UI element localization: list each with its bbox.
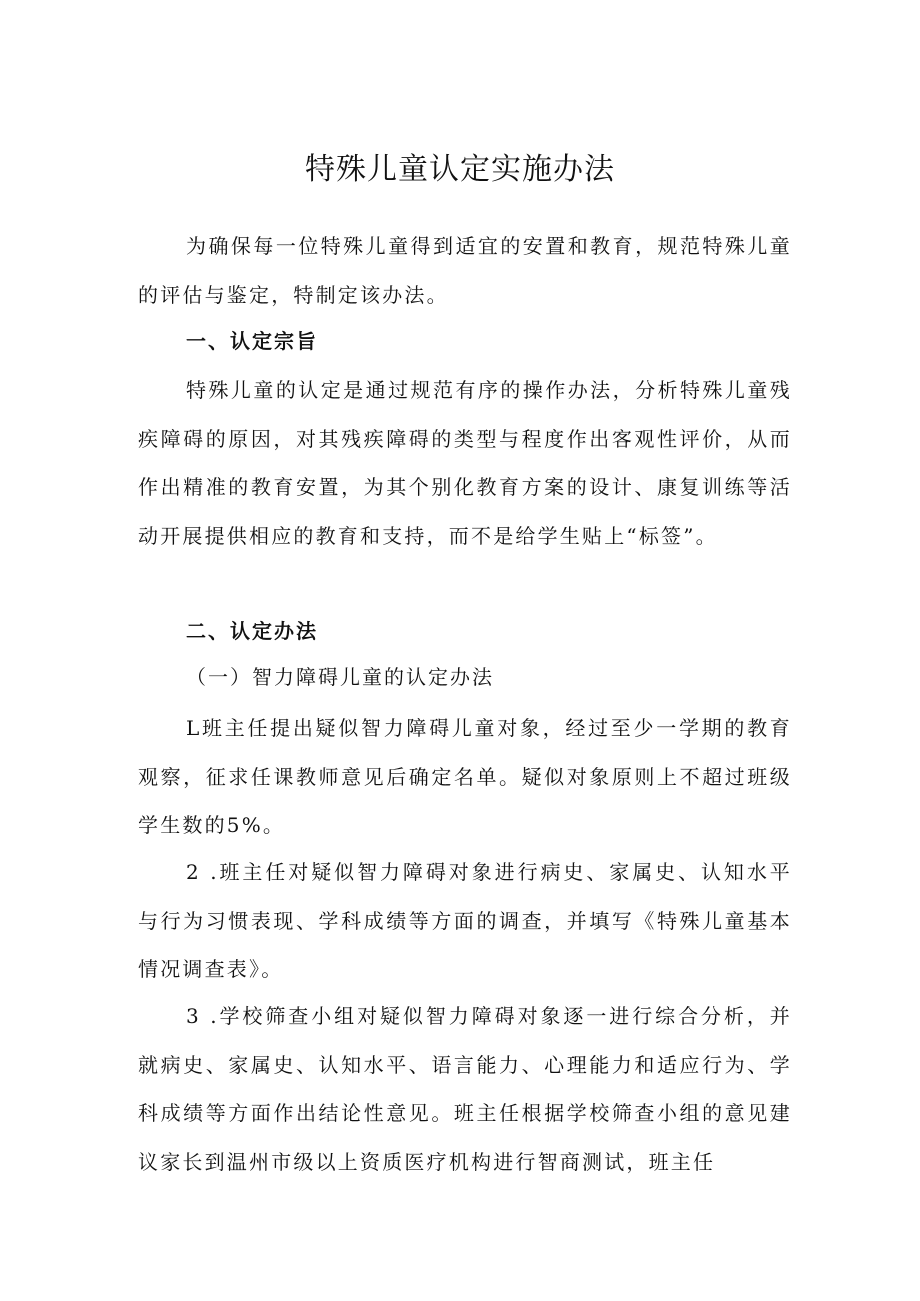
document-title: 特殊儿童认定实施办法 xyxy=(305,152,615,187)
section-heading-methods: 二、认定办法 xyxy=(186,619,318,643)
purpose-paragraph: 特殊儿童的认定是通过规范有序的操作办法，分析特殊儿童残疾障碍的原因，对其残疾障碍的类型与程度作出客观性评价，从而作出精准的教育安置，为其个别化教育方案的设计、康复训练等活动开展提供相应的教育和支持，而不是给学生贴上“标签”。 xyxy=(138,378,792,548)
intro-paragraph: 为确保每一位特殊儿童得到适宜的安置和教育，规范特殊儿童的评估与鉴定，特制定该办法。 xyxy=(138,234,792,307)
list-item-2: 2 .班主任对疑似智力障碍对象进行病史、家属史、认知水平与行为习惯表现、学科成绩等方面的调查，并填写《特殊儿童基本情况调查表》。 xyxy=(138,860,792,981)
list-item-3: 3 .学校筛查小组对疑似智力障碍对象逐一进行综合分析，并就病史、家属史、认知水平、语言能力、心理能力和适应行为、学科成绩等方面作出结论性意见。班主任根据学校筛查小组的意见建议家长到温州市级以上资质医疗机构进行智商测试，班主任 xyxy=(138,1004,792,1174)
list-item-1: L班主任提出疑似智力障碍儿童对象，经过至少一学期的教育观察，征求任课教师意见后确定名单。疑似对象原则上不超过班级学生数的5%。 xyxy=(138,716,792,837)
subsection-heading-intellectual: （一）智力障碍儿童的认定办法 xyxy=(186,665,494,689)
section-heading-purpose: 一、认定宗旨 xyxy=(186,329,318,353)
